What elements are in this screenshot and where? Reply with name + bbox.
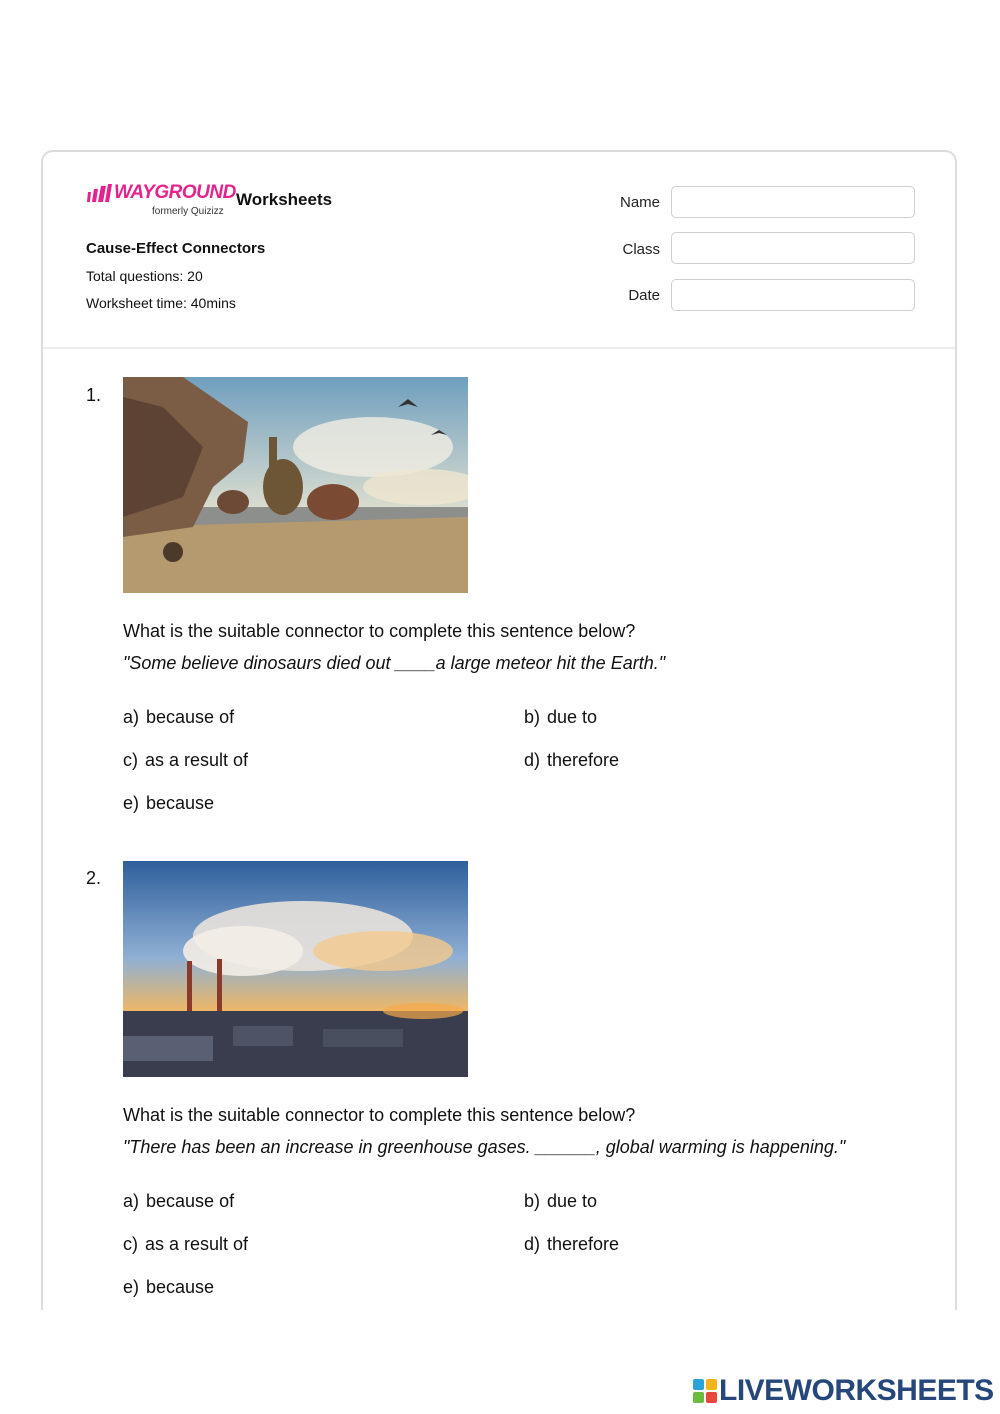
class-field[interactable]: [671, 232, 915, 264]
answer-option[interactable]: b) due to: [524, 707, 598, 727]
answer-option[interactable]: a) because of: [123, 707, 235, 727]
wayground-mark-icon: [86, 184, 112, 204]
question-prompt: What is the suitable connector to complete this sentence below?: [123, 1105, 636, 1125]
answer-option[interactable]: c) as a result of: [123, 1234, 249, 1254]
question-quote: "Some believe dinosaurs died out ____a large meteor hit the Earth.": [123, 653, 666, 673]
answer-option[interactable]: a) because of: [123, 1191, 235, 1211]
worksheet-header: [43, 152, 955, 349]
answer-option[interactable]: c) as a result of: [123, 750, 249, 770]
dinosaurs-beach-image: [123, 377, 468, 593]
liveworksheets-wordmark: LIVEWORKSHEETS: [719, 1374, 994, 1407]
answer-option[interactable]: b) due to: [524, 1191, 598, 1211]
brand-title: Worksheets: [236, 190, 333, 209]
date-label: Date: [628, 287, 660, 304]
question-prompt: What is the suitable connector to complete this sentence below?: [123, 621, 636, 641]
name-field[interactable]: [671, 186, 915, 218]
question-number: 1.: [86, 385, 102, 405]
answer-option[interactable]: e) because: [123, 793, 215, 813]
logo-wordmark: WAYGROUND: [114, 182, 236, 203]
worksheet-time: Worksheet time: 40mins: [86, 295, 236, 311]
date-field[interactable]: [671, 279, 915, 311]
answer-option[interactable]: d) therefore: [524, 750, 620, 770]
question-number: 2.: [86, 868, 102, 888]
answer-option[interactable]: e) because: [123, 1277, 215, 1297]
logo-subtitle: formerly Quizizz: [152, 206, 224, 217]
worksheet-card: [41, 150, 957, 1310]
total-questions: Total questions: 20: [86, 268, 203, 284]
class-label: Class: [622, 241, 660, 258]
worksheet-title: Cause-Effect Connectors: [86, 240, 266, 257]
question-quote: "There has been an increase in greenhouse gases. ______, global warming is happening.": [123, 1137, 846, 1157]
liveworksheets-icon: [692, 1378, 718, 1404]
factory-smoke-image: [123, 861, 468, 1077]
name-label: Name: [619, 194, 660, 211]
answer-option[interactable]: d) therefore: [524, 1234, 620, 1254]
